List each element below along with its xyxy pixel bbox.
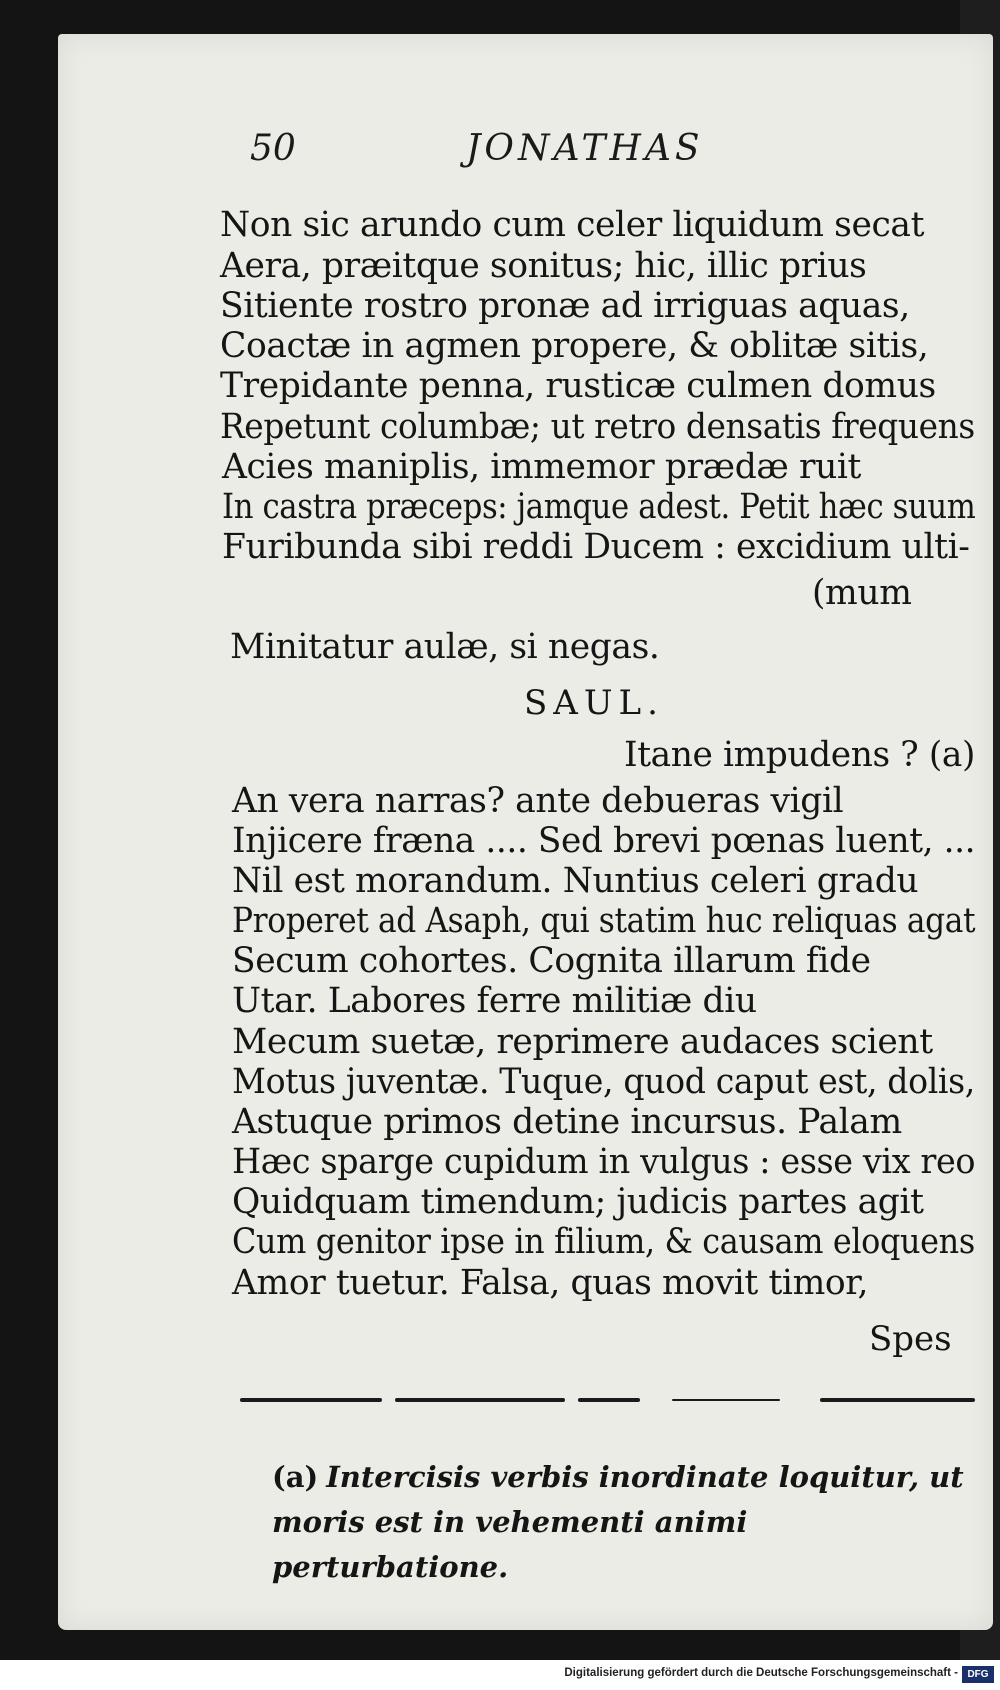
dfg-logo-icon: DFG bbox=[962, 1666, 994, 1683]
verse-line: Secum cohortes. Cognita illarum fide bbox=[232, 941, 871, 981]
verse-line: Quidquam timendum; judicis partes agit bbox=[232, 1182, 924, 1222]
catchword: Spes bbox=[869, 1319, 952, 1359]
verse-line: Motus juventæ. Tuque, quod caput est, dolis, bbox=[232, 1062, 975, 1102]
verse-line: Furibunda sibi reddi Ducem : excidium ulti- bbox=[222, 527, 970, 567]
verse-line: Trepidante penna, rusticæ culmen domus bbox=[220, 366, 936, 406]
verse-line: Aera, præitque sonitus; hic, illic prius bbox=[220, 246, 867, 286]
verse-line: Utar. Labores ferre militiæ diu bbox=[232, 981, 757, 1021]
speaker-name: SAUL. bbox=[524, 683, 664, 723]
verse-line: Mecum suetæ, reprimere audaces scient bbox=[232, 1022, 933, 1062]
running-title: JONATHAS bbox=[466, 128, 704, 169]
funding-credit: Digitalisierung gefördert durch die Deutsche Forschungsgemeinschaft - bbox=[564, 1667, 958, 1679]
rule-segment bbox=[672, 1399, 780, 1401]
verse-line: Injicere fræna .... Sed brevi pœnas luent, ... bbox=[232, 821, 976, 861]
verse-line: An vera narras? ante debueras vigil bbox=[232, 781, 844, 821]
rule-segment bbox=[578, 1398, 640, 1402]
verse-line: Astuque primos detine incursus. Palam bbox=[232, 1102, 902, 1142]
verse-line: In castra præceps: jamque adest. Petit hæc suum bbox=[222, 487, 976, 527]
verse-line: Hæc sparge cupidum in vulgus : esse vix reo bbox=[232, 1142, 976, 1182]
verse-line: Amor tuetur. Falsa, quas movit timor, bbox=[232, 1263, 869, 1303]
verse-line: Acies maniplis, immemor prædæ ruit bbox=[222, 447, 862, 487]
footnote-mark: (a) bbox=[272, 1460, 319, 1494]
verse-line: Coactæ in agmen propere, & oblitæ sitis, bbox=[220, 326, 929, 366]
rule-segment bbox=[395, 1398, 565, 1402]
verse-line-half: Itane impudens ? (a) bbox=[624, 735, 976, 775]
verse-line: Repetunt columbæ; ut retro densatis frequens bbox=[220, 407, 975, 447]
page-header bbox=[250, 128, 850, 178]
verse-line-turnover: (mum bbox=[812, 573, 912, 613]
verse-line: Sitiente rostro pronæ ad irriguas aquas, bbox=[220, 286, 910, 326]
rule-segment bbox=[240, 1398, 382, 1402]
page-number: 50 bbox=[250, 128, 296, 169]
verse-line: Properet ad Asaph, qui statim huc reliquas agat bbox=[232, 901, 976, 941]
verse-line: Cum genitor ipse in filium, & causam eloquens bbox=[232, 1222, 975, 1262]
verse-line: Minitatur aulæ, si negas. bbox=[230, 627, 660, 667]
verse-line: Non sic arundo cum celer liquidum secat bbox=[220, 205, 925, 245]
rule-segment bbox=[820, 1398, 975, 1402]
verse-line: Nil est morandum. Nuntius celeri gradu bbox=[232, 861, 919, 901]
footnote bbox=[272, 1455, 982, 1590]
digitization-footer bbox=[0, 1660, 1000, 1690]
footnote-text: Intercisis verbis inordinate loquitur, ut moris est in vehementi animi perturbatione. bbox=[272, 1460, 964, 1584]
